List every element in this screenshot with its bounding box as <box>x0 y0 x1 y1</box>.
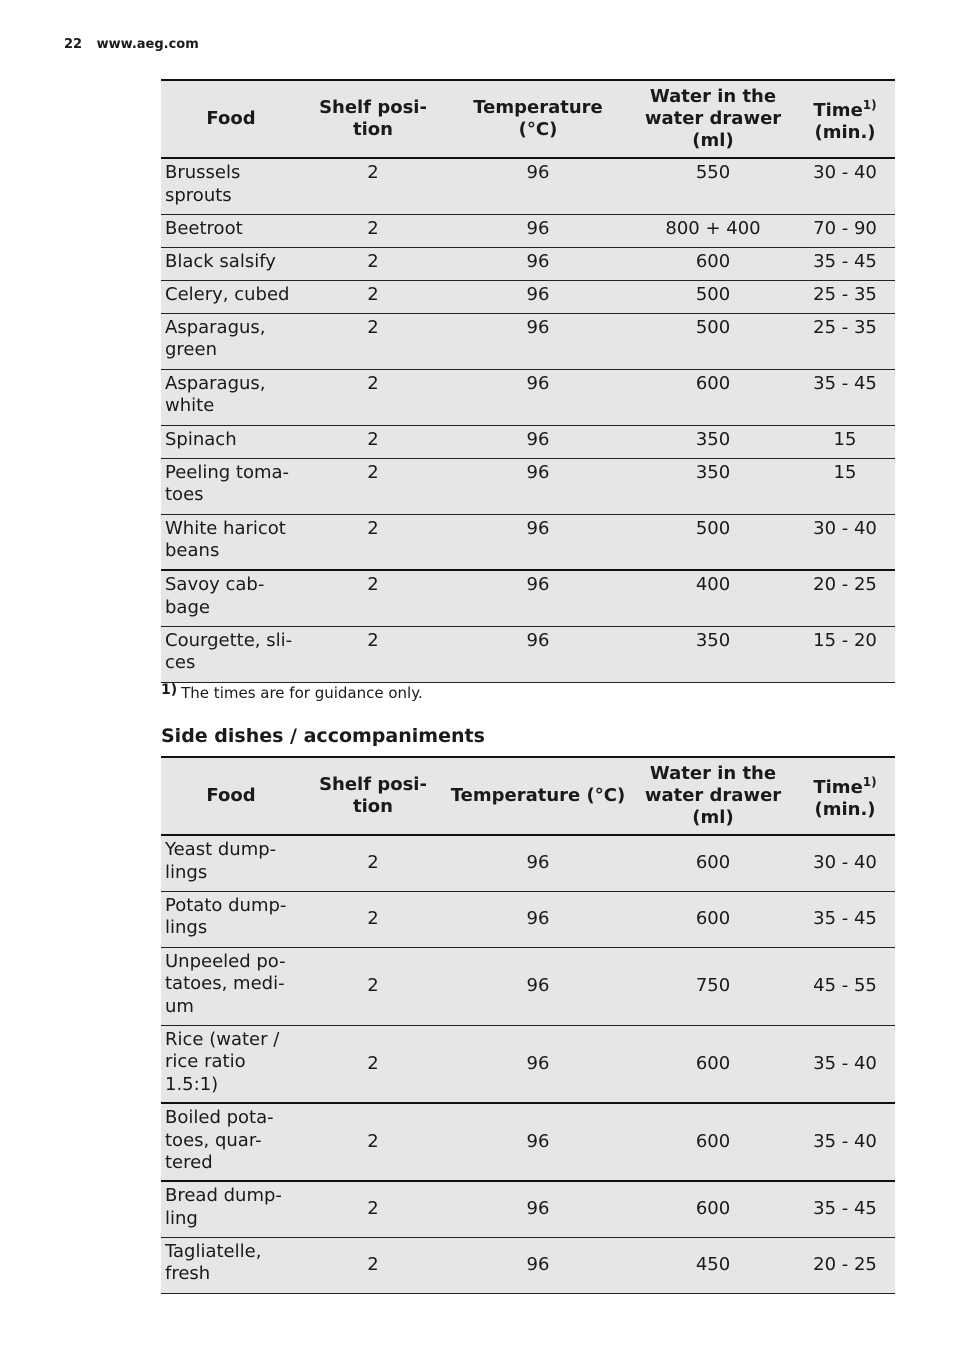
cell-shelf: 2 <box>301 369 445 425</box>
cell-water: 800 + 400 <box>631 214 795 247</box>
table-row <box>161 514 895 570</box>
cell-time: 25 - 35 <box>795 313 895 369</box>
cell-time: 30 - 40 <box>795 158 895 214</box>
cell-water: 350 <box>631 425 795 458</box>
cell-water: 600 <box>631 835 795 891</box>
col-temperature-header <box>445 80 631 158</box>
table-body <box>161 158 895 682</box>
cell-shelf: 2 <box>301 1237 445 1293</box>
col-food-header: Food <box>161 80 301 158</box>
cell-time: 15 <box>795 458 895 514</box>
table-header-row <box>161 757 895 835</box>
cell-food: Brussels sprouts <box>161 158 301 214</box>
cell-shelf: 2 <box>301 313 445 369</box>
cell-food: Tagliatelle, fresh <box>161 1237 301 1293</box>
cell-food: Savoy cab- bage <box>161 570 301 626</box>
cell-food: Bread dump- ling <box>161 1181 301 1237</box>
cell-temperature: 96 <box>445 1103 631 1181</box>
footnote-ref: 1) <box>862 775 877 789</box>
cell-shelf: 2 <box>301 458 445 514</box>
cell-time: 35 - 45 <box>795 1181 895 1237</box>
footnote-ref: 1) <box>862 98 877 112</box>
cell-time: 35 - 40 <box>795 1025 895 1103</box>
footnote <box>161 682 423 702</box>
cell-time: 35 - 45 <box>795 247 895 280</box>
header-label: Shelf posi- tion <box>319 774 427 817</box>
cell-temperature: 96 <box>445 158 631 214</box>
table-row <box>161 313 895 369</box>
cell-water: 600 <box>631 1181 795 1237</box>
cell-food: Peeling toma- toes <box>161 458 301 514</box>
cell-shelf: 2 <box>301 214 445 247</box>
col-time-header <box>795 80 895 158</box>
vegetables-table <box>161 79 895 683</box>
cell-temperature: 96 <box>445 514 631 570</box>
site-url: www.aeg.com <box>96 37 199 52</box>
cell-food: Yeast dump- lings <box>161 835 301 891</box>
cell-time: 70 - 90 <box>795 214 895 247</box>
cell-temperature: 96 <box>445 947 631 1025</box>
cell-shelf: 2 <box>301 247 445 280</box>
cell-water: 600 <box>631 891 795 947</box>
cell-time: 45 - 55 <box>795 947 895 1025</box>
table-row <box>161 947 895 1025</box>
table-row <box>161 570 895 626</box>
cell-water: 400 <box>631 570 795 626</box>
col-time-header <box>795 757 895 835</box>
header-label: Time <box>813 777 863 798</box>
cell-food: Beetroot <box>161 214 301 247</box>
table-row <box>161 214 895 247</box>
cell-food: Asparagus, white <box>161 369 301 425</box>
table-body <box>161 835 895 1293</box>
cell-time: 15 - 20 <box>795 626 895 682</box>
cell-temperature: 96 <box>445 1237 631 1293</box>
table-row <box>161 891 895 947</box>
cell-food: White haricot beans <box>161 514 301 570</box>
cell-temperature: 96 <box>445 425 631 458</box>
cell-water: 350 <box>631 626 795 682</box>
table-row <box>161 247 895 280</box>
header-label: Water in the water drawer (ml) <box>644 86 782 151</box>
header-unit: (min.) <box>814 799 876 820</box>
cell-time: 15 <box>795 425 895 458</box>
cell-shelf: 2 <box>301 1181 445 1237</box>
cell-temperature: 96 <box>445 626 631 682</box>
cell-food: Boiled pota- toes, quar- tered <box>161 1103 301 1181</box>
table-row <box>161 369 895 425</box>
cell-shelf: 2 <box>301 1103 445 1181</box>
cell-time: 20 - 25 <box>795 570 895 626</box>
section-title: Side dishes / accompaniments <box>161 725 485 747</box>
cell-food: Celery, cubed <box>161 280 301 313</box>
cell-time: 35 - 45 <box>795 369 895 425</box>
cell-temperature: 96 <box>445 835 631 891</box>
cell-water: 550 <box>631 158 795 214</box>
cell-temperature: 96 <box>445 570 631 626</box>
cell-shelf: 2 <box>301 514 445 570</box>
cell-water: 500 <box>631 313 795 369</box>
col-shelf-header <box>301 757 445 835</box>
cell-shelf: 2 <box>301 626 445 682</box>
cell-food: Courgette, sli- ces <box>161 626 301 682</box>
cell-temperature: 96 <box>445 1025 631 1103</box>
cell-food: Spinach <box>161 425 301 458</box>
cell-shelf: 2 <box>301 835 445 891</box>
cell-time: 35 - 40 <box>795 1103 895 1181</box>
cell-temperature: 96 <box>445 214 631 247</box>
side-dishes-table <box>161 756 895 1294</box>
cell-water: 750 <box>631 947 795 1025</box>
table-row <box>161 626 895 682</box>
col-water-header <box>631 757 795 835</box>
cell-food: Potato dump- lings <box>161 891 301 947</box>
cell-water: 500 <box>631 514 795 570</box>
table-row <box>161 425 895 458</box>
cell-temperature: 96 <box>445 280 631 313</box>
cell-temperature: 96 <box>445 891 631 947</box>
cell-time: 30 - 40 <box>795 835 895 891</box>
header-label: Time <box>813 100 863 121</box>
cell-temperature: 96 <box>445 1181 631 1237</box>
table-row <box>161 1237 895 1293</box>
cell-food: Black salsify <box>161 247 301 280</box>
cell-shelf: 2 <box>301 425 445 458</box>
cell-time: 30 - 40 <box>795 514 895 570</box>
cell-water: 450 <box>631 1237 795 1293</box>
table-row <box>161 1103 895 1181</box>
cell-food: Rice (water / rice ratio 1.5:1) <box>161 1025 301 1103</box>
page-header <box>64 37 199 52</box>
cell-time: 20 - 25 <box>795 1237 895 1293</box>
cell-time: 35 - 45 <box>795 891 895 947</box>
cell-shelf: 2 <box>301 891 445 947</box>
table-row <box>161 458 895 514</box>
table-row <box>161 835 895 891</box>
header-unit: (min.) <box>814 122 876 143</box>
col-food-header: Food <box>161 757 301 835</box>
cell-temperature: 96 <box>445 313 631 369</box>
cell-food: Unpeeled po- tatoes, medi- um <box>161 947 301 1025</box>
table-row <box>161 280 895 313</box>
table-row <box>161 1025 895 1103</box>
footnote-mark: 1) <box>161 682 178 698</box>
col-water-header <box>631 80 795 158</box>
cell-water: 600 <box>631 247 795 280</box>
table-header-row <box>161 80 895 158</box>
cell-time: 25 - 35 <box>795 280 895 313</box>
cell-temperature: 96 <box>445 247 631 280</box>
cell-food: Asparagus, green <box>161 313 301 369</box>
cell-water: 600 <box>631 1025 795 1103</box>
footnote-text: The times are for guidance only. <box>181 684 423 702</box>
cell-water: 600 <box>631 1103 795 1181</box>
cell-water: 350 <box>631 458 795 514</box>
cell-temperature: 96 <box>445 458 631 514</box>
header-label: Water in the water drawer (ml) <box>644 763 782 828</box>
header-label: Temperature (°C) <box>473 97 603 140</box>
col-temperature-header: Temperature (°C) <box>445 757 631 835</box>
cell-shelf: 2 <box>301 570 445 626</box>
cell-water: 600 <box>631 369 795 425</box>
header-label: Shelf posi- tion <box>319 97 427 140</box>
table-row <box>161 158 895 214</box>
cell-water: 500 <box>631 280 795 313</box>
cell-shelf: 2 <box>301 158 445 214</box>
page-number: 22 <box>64 37 83 52</box>
cell-shelf: 2 <box>301 1025 445 1103</box>
col-shelf-header <box>301 80 445 158</box>
cell-temperature: 96 <box>445 369 631 425</box>
table-row <box>161 1181 895 1237</box>
cell-shelf: 2 <box>301 280 445 313</box>
cell-shelf: 2 <box>301 947 445 1025</box>
